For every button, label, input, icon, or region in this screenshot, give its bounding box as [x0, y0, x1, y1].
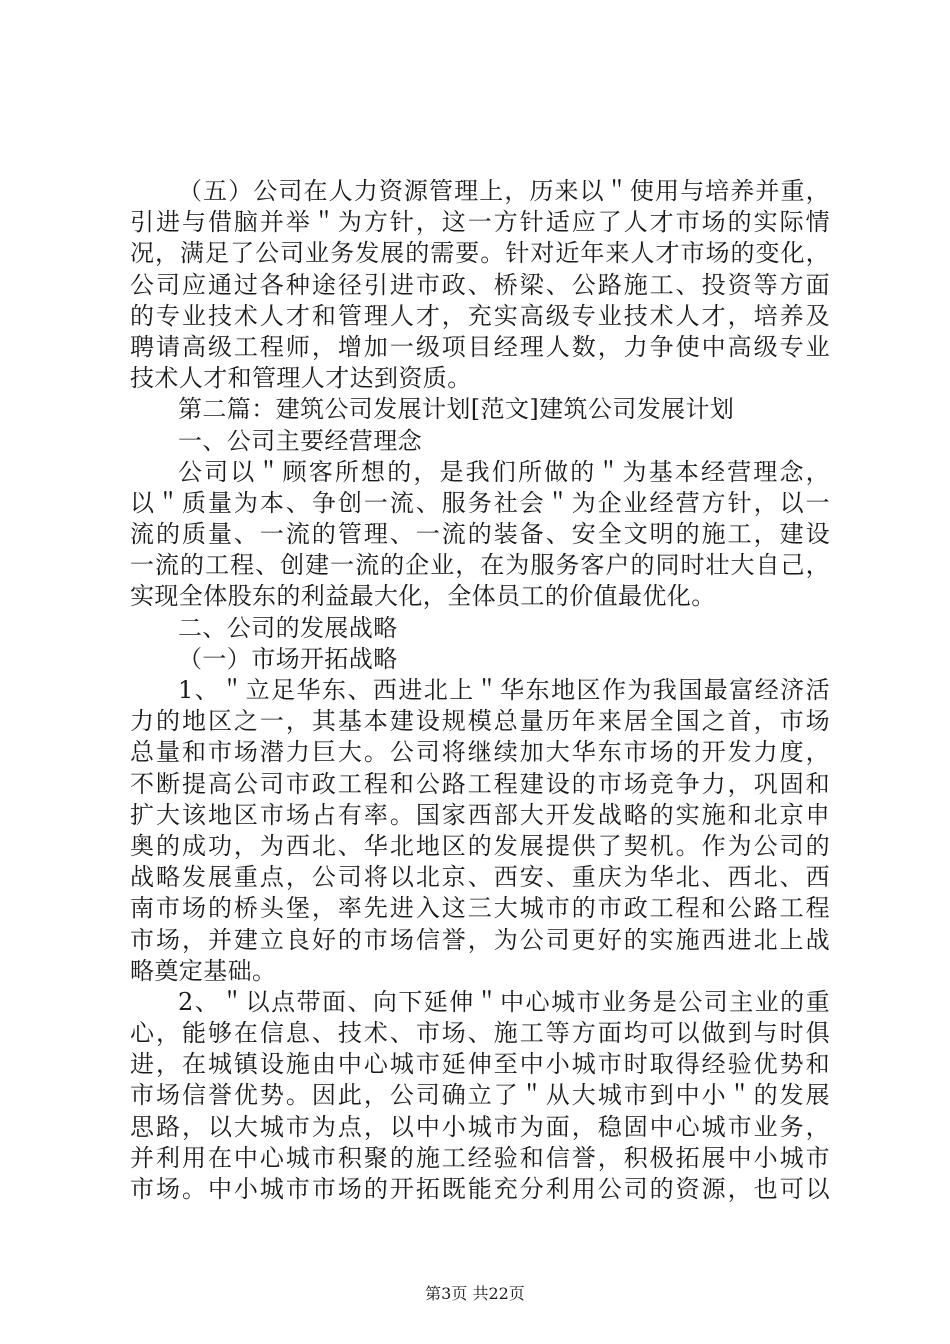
- document-body: [130, 176, 830, 1205]
- paragraph-line: 南市场的桥头堡，率先进入这三大城市的市政工程和公路工程: [130, 894, 830, 923]
- paragraph-line: 技术人才和管理人才达到资质。: [130, 364, 472, 393]
- paragraph-line: 心，能够在信息、技术、市场、施工等方面均可以做到与时俱: [130, 1019, 830, 1048]
- paragraph-line: 力的地区之一，其基本建设规模总量历年来居全国之首，市场: [130, 707, 830, 736]
- paragraph-line: 进，在城镇设施由中心城市延伸至中小城市时取得经验优势和: [130, 1050, 830, 1079]
- paragraph-line: 略奠定基础。: [130, 956, 277, 985]
- section-heading: 第二篇：建筑公司发展计划[范文]建筑公司发展计划: [178, 395, 735, 424]
- paragraph-line: 流的质量、一流的管理、一流的装备、安全文明的施工，建设: [130, 520, 830, 549]
- paragraph-line: 2、＂以点带面、向下延伸＂中心城市业务是公司主业的重: [178, 987, 830, 1016]
- paragraph-line: 战略发展重点，公司将以北京、西安、重庆为华北、西北、西: [130, 863, 830, 892]
- paragraph-line: 1、＂立足华东、西进北上＂华东地区作为我国最富经济活: [178, 676, 830, 704]
- paragraph-line: 的专业技术人才和管理人才，充实高级专业技术人才，培养及: [130, 301, 830, 330]
- paragraph-line: 引进与借脑并举＂为方针，这一方针适应了人才市场的实际情: [130, 208, 830, 237]
- paragraph-line: 以＂质量为本、争创一流、服务社会＂为企业经营方针，以一: [130, 488, 830, 517]
- paragraph-line: 奥的成功，为西北、华北地区的发展提供了契机。作为公司的: [130, 831, 830, 860]
- paragraph-line: 一流的工程、创建一流的企业，在为服务客户的同时壮大自己，: [130, 551, 830, 580]
- paragraph-line: 公司应通过各种途径引进市政、桥梁、公路施工、投资等方面: [130, 270, 830, 299]
- paragraph-line: 不断提高公司市政工程和公路工程建设的市场竞争力，巩固和: [130, 769, 830, 798]
- section-heading: 一、公司主要经营理念: [178, 426, 422, 455]
- paragraph-line: 市场信誉优势。因此，公司确立了＂从大城市到中小＂的发展: [130, 1081, 830, 1110]
- page-number-footer: 第3页 共22页: [425, 1284, 525, 1303]
- section-heading: 二、公司的发展战略: [178, 613, 398, 642]
- paragraph-line: 聘请高级工程师，增加一级项目经理人数，力争使中高级专业: [130, 332, 830, 361]
- paragraph-line: 并利用在中心城市积聚的施工经验和信誉，积极拓展中小城市: [130, 1143, 830, 1172]
- paragraph-line: 市场，并建立良好的市场信誉，为公司更好的实施西进北上战: [130, 925, 830, 954]
- paragraph-line: 公司以＂顾客所想的，是我们所做的＂为基本经营理念，: [178, 457, 830, 486]
- paragraph-line: 市场。中小城市市场的开拓既能充分利用公司的资源，也可以: [130, 1175, 830, 1203]
- paragraph-line: 实现全体股东的利益最大化，全体员工的价值最优化。: [130, 582, 716, 611]
- section-heading: （一）市场开拓战略: [178, 644, 398, 673]
- paragraph-line: 扩大该地区市场占有率。国家西部大开发战略的实施和北京申: [130, 800, 830, 829]
- paragraph-line: 思路，以大城市为点，以中小城市为面，稳固中心城市业务，: [130, 1112, 830, 1141]
- paragraph-line: （五）公司在人力资源管理上，历来以＂使用与培养并重，: [178, 177, 830, 205]
- paragraph-line: 总量和市场潜力巨大。公司将继续加大华东市场的开发力度，: [130, 738, 830, 767]
- paragraph-line: 况，满足了公司业务发展的需要。针对近年来人才市场的变化，: [130, 239, 830, 268]
